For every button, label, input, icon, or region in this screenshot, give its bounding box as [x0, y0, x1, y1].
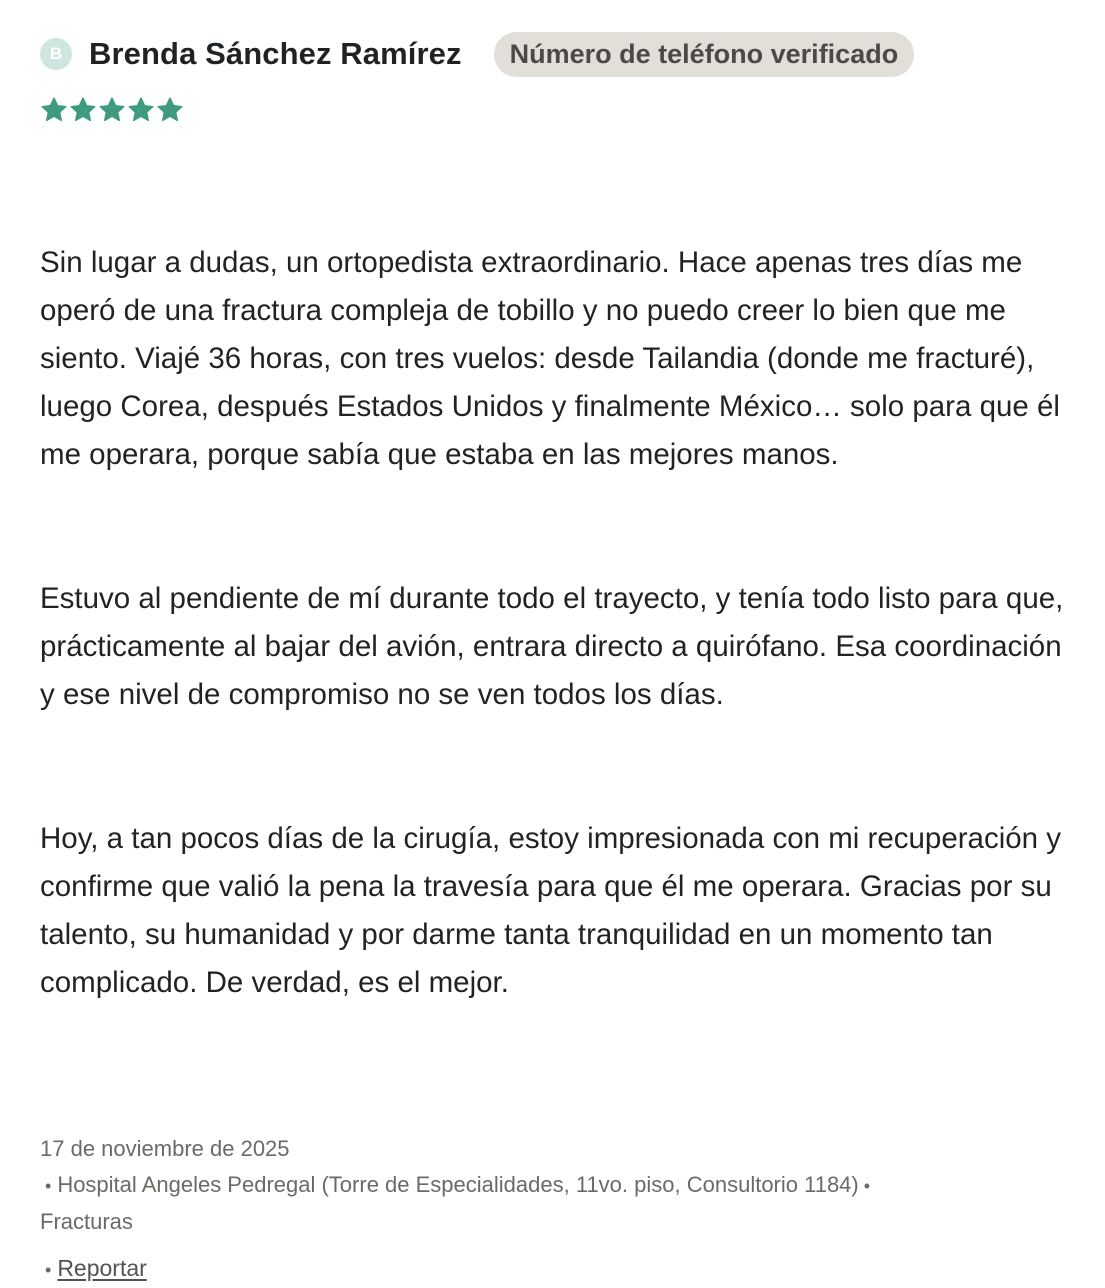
star-icon: [98, 96, 126, 124]
report-row: [40, 1250, 1070, 1288]
review-text: [40, 143, 1070, 1103]
review-paragraph: Sin lugar a dudas, un ortopedista extraordinario. Hace apenas tres días me operó de una fractura compleja de tobillo y no puedo creer lo bien que me siento. Viajé 36 horas, con tres vuelos: desde Tailandia (donde me fracturé), luego Corea, después Estados Unidos y finalmente México… solo para que él me operara, porque sabía que estaba en las mejores manos.: [40, 246, 1069, 471]
review-paragraph: Estuvo al pendiente de mí durante todo el trayecto, y tenía todo listo para que, prácticamente al bajar del avión, entrara directo a quirófano. Esa coordinación y ese nivel de compromiso no se ven todos los días.: [40, 582, 1072, 711]
review-paragraph: Hoy, a tan pocos días de la cirugía, estoy impresionada con mi recuperación y confirme que valió la pena la travesía para que él me operara. Gracias por su talento, su humanidad y por darme tanta tranquilidad en un momento tan complicado. De verdad, es el mejor.: [40, 822, 1070, 999]
avatar: B: [40, 38, 72, 70]
bullet-separator: •: [45, 1176, 52, 1196]
star-rating: [40, 96, 1070, 126]
author-name: Brenda Sánchez Ramírez: [89, 36, 462, 71]
report-link[interactable]: Reportar: [57, 1255, 147, 1281]
review-category: Fracturas: [40, 1209, 133, 1234]
review-header: [40, 30, 1070, 78]
star-icon: [127, 96, 155, 124]
star-icon: [156, 96, 184, 124]
review-card: [40, 30, 1070, 1288]
bullet-separator: •: [45, 1260, 52, 1280]
star-icon: [40, 96, 68, 124]
review-location-line: [40, 1167, 1070, 1240]
star-icon: [69, 96, 97, 124]
review-date: 17 de noviembre de 2025: [40, 1136, 290, 1161]
review-meta: [40, 1131, 1070, 1240]
review-location: Hospital Angeles Pedregal (Torre de Especialidades, 11vo. piso, Consultorio 1184): [57, 1172, 859, 1197]
bullet-separator: •: [863, 1176, 871, 1196]
verified-badge: Número de teléfono verificado: [494, 32, 915, 77]
